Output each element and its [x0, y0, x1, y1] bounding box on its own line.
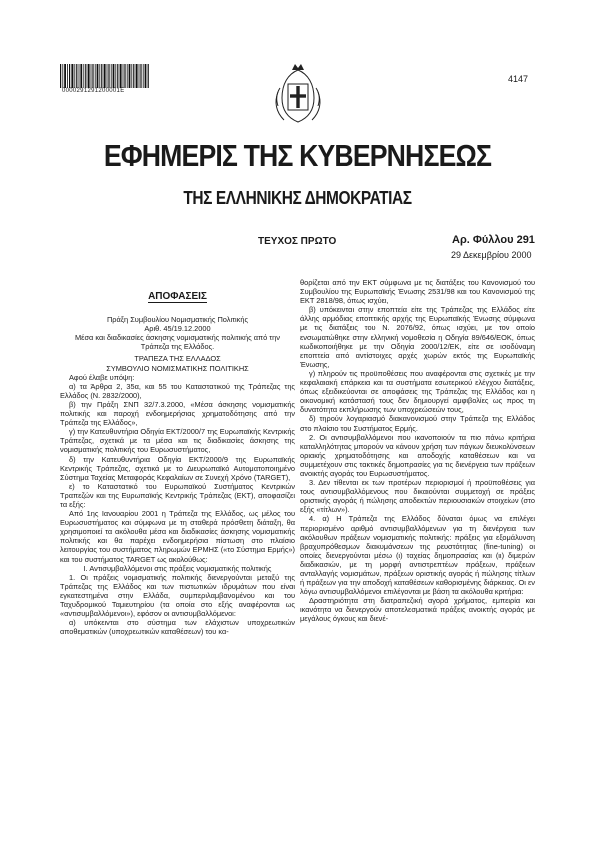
paragraph: β) υπόκεινται στην εποπτεία είτε της Τράπεζας της Ελλάδος είτε άλλης αρμόδιας εποπτικής αρχής της Ευρωπαϊκής Ένωσης σύμφωνα με τις διατάξεις του Ν. 2076/92, όπως ισχύει, με τον οποίο ενσωματώθηκε στην ελληνική νομοθεσία η Οδηγία 89/646/ΕΟΚ, όπως κωδικοποιήθηκε με την Οδηγία 2000/12/ΕΚ, είτε σε ισοδύναμη εποπτεία από αντίστοιχες αρχές χωρών εκτός της Ευρωπαϊκής Ένωσης,	[300, 305, 535, 369]
right-column-body	[300, 278, 535, 624]
paragraph: γ) την Κατευθυντήρια Οδηγία ΕΚΤ/2000/7 της Ευρωπαϊκής Κεντρικής Τράπεζας, σχετικά με τα μέσα και τις διαδικασίες άσκησης της νομισματικής πολιτικής του Ευρωσυστήματος,	[60, 427, 295, 455]
paragraph: Από 1ης Ιανουαρίου 2001 η Τράπεζα της Ελλάδος, ως μέλος του Ευρωσυστήματος και σύμφωνα με τη σταθερά πρόσθετη διάταξη, θα χρησιμοποιεί τα ακόλουθα μέσα και διαδικασίες άσκησης νομισματικής πολιτικής και θα παρέχει ενδοημερήσια πίστωση στο πλαίσιο λειτουργίας του συστήματος πληρωμών ΕΡΜΗΣ («το Σύστημα Ερμής») και του συστήματος TARGET ως ακολούθως:	[60, 509, 295, 564]
issue-label: ΤΕΥΧΟΣ ΠΡΩΤΟ	[258, 236, 337, 247]
paragraph: 2. Οι αντισυμβαλλόμενοι που ικανοποιούν τα πιο πάνω κριτήρια καταλληλότητας μπορούν να κάνουν χρήση των πάγιων διευκολύνσεων οριακής χρηματοδότησης και αποδοχής καταθέσεων και να συμμετέχουν στις τακτικές δημοπρασίες για τις διενέργεια των πράξεων ανοικτής αγοράς του Ευρωσυστήματος.	[300, 432, 535, 478]
left-column-body	[60, 315, 295, 636]
paragraph: γ) πληρούν τις προϋποθέσεις που αναφέρονται στις σχετικές με την κεφαλαιακή επάρκεια και τα συστήματα εσωτερικού ελέγχου διατάξεις, όπως εξειδικεύονται σε αποφάσεις της Τράπεζας της Ελλάδος και η οικονομική κατάστασή τους δεν δημιουργεί αμφιβολίες ως προς τη δυνατότητα εκπλήρωσης των υποχρεώσεών τους,	[300, 368, 535, 415]
paragraph: α) τα Άρθρα 2, 35α, και 55 του Καταστατικού της Τράπεζας της Ελλάδος (Ν. 2832/2000),	[60, 381, 295, 400]
section-heading-text: ΑΠΟΦΑΣΕΙΣ	[148, 291, 207, 302]
paragraph: 1. Οι πράξεις νομισματικής πολιτικής διενεργούνται μεταξύ της Τράπεζας της Ελλάδος και των πιστωτικών ιδρυμάτων που είναι εγκατεστημένα στην Ελλάδα, συμπεριλαμβανομένου και του Ταχυδρομικού Ταμιευτηρίου (τα οποία στο εξής αναφέρονται ως «αντισυμβαλλόμενοι»), εφόσον οι αντισυμβαλλόμενοι:	[60, 572, 295, 619]
paragraph: α) υπόκεινται στο σύστημα των ελάχιστων υποχρεωτικών αποθεματικών (υποχρεωτικών καταθέσεων) του κα-	[60, 618, 295, 637]
paragraph: δ) την Κατευθυντήρια Οδηγία ΕΚΤ/2000/9 της Ευρωπαϊκής Κεντρικής Τράπεζας, σχετικά με το Διευρωπαϊκό Αυτοματοποιημένο Σύστημα Ταχείας Μεταφοράς Κεφαλαίων σε Συνεχή Χρόνο (TARGET),	[60, 454, 295, 482]
paragraph: ΣΥΜΒΟΥΛΙΟ ΝΟΜΙΣΜΑΤΙΚΗΣ ΠΟΛΙΤΙΚΗΣ	[106, 363, 249, 373]
paragraph: ε) το Καταστατικό του Ευρωπαϊκού Συστήματος Κεντρικών Τραπεζών και της Ευρωπαϊκής Κεντρικής Τράπεζας (ΕΚΤ), αποφασίζει τα εξής:	[60, 481, 295, 509]
paragraph: δ) τηρούν λογαριασμό διακανονισμού στην Τράπεζα της Ελλάδος στο πλαίσιο του Συστήματος Ερμής.	[300, 414, 535, 433]
paragraph: Αριθ. 45/19.12.2000	[144, 324, 211, 334]
left-column	[60, 278, 295, 636]
paragraph: ΤΡΑΠΕΖΑ ΤΗΣ ΕΛΛΑΔΟΣ	[134, 354, 221, 364]
barcode	[60, 64, 150, 88]
barcode-number: 0000291291200001E	[62, 88, 125, 94]
paragraph: 4. α) Η Τράπεζα της Ελλάδος δύναται όμως να επιλέγει περιορισμένο αριθμό αντισυμβαλλόμενων για τη διενέργεια των ακόλουθων πράξεων νομισματικής πολιτικής: πράξεις για εξομάλυνση βραχυπρόθεσμων διακυμάνσεων της ρευστότητας (fine-tuning) οι οποίες διενεργούνται μέσω (ι) ταχείας δημοπρασίας και (ιι) διμερών διαδικασιών, με τη μορφή αντιστρεπτέων πράξεων, πράξεων ανταλλαγής νομισμάτων, πράξεων οριστικής αγοράς ή πώλησης τίτλων ή πράξεων για την αποδοχή καταθέσεων καθορισμένης διάρκειας. Οι εν λόγω αντισυμβαλλόμενοι επιλέγονται με βάση τα ακόλουθα κριτήρια:	[300, 514, 535, 597]
issue-date: 29 Δεκεμβρίου 2000	[451, 250, 532, 260]
paragraph: Αφού έλαβε υπόψη:	[69, 372, 135, 382]
paragraph: Ι. Αντισυμβαλλόμενοι στις πράξεις νομισματικής πολιτικής	[83, 563, 272, 573]
paragraph: Μέσα και διαδικασίες άσκησης νομισματικής πολιτικής από την Τράπεζα της Ελλάδος.	[75, 333, 280, 352]
gazette-title: ΕΦΗΜΕΡΙΣ ΤΗΣ ΚΥΒΕΡΝΗΣΕΩΣ	[103, 138, 492, 173]
page-number: 4147	[508, 74, 529, 84]
paragraph: β) την Πράξη ΣΝΠ 32/7.3.2000, «Μέσα άσκησης νομισματικής πολιτικής και παροχή ενδοημερήσιας χρηματοδότησης από την Τράπεζα της Ελλάδος»,	[60, 399, 295, 428]
paragraph: θορίζεται από την ΕΚΤ σύμφωνα με τις διατάξεις του Κανονισμού του Συμβουλίου της Ευρωπαϊκής Ένωσης 2531/98 και του Κανονισμού της ΕΚΤ 2818/98, όπως ισχύει,	[300, 278, 535, 306]
section-heading	[60, 292, 295, 301]
right-column	[300, 278, 535, 624]
paragraph: Πράξη Συμβουλίου Νομισματικής Πολιτικής	[106, 315, 249, 325]
gazette-subtitle: ΤΗΣ ΕΛΛΗΝΙΚΗΣ ΔΗΜΟΚΡΑΤΙΑΣ	[183, 188, 412, 208]
paragraph: Δραστηριότητα στη διατραπεζική αγορά χρήματος, εμπειρία και ικανότητα να διενεργούν αποτελεσματικά πράξεις ανοικτής αγοράς με μεγάλους όγκους και διενέ-	[300, 596, 535, 624]
sheet-number: Αρ. Φύλλου 291	[452, 234, 535, 246]
paragraph: 3. Δεν τίθενται εκ των προτέρων περιορισμοί ή προϋποθέσεις για τους αντισυμβαλλόμενους που δικαιούνται συμμετοχή σε πράξεις οριστικής αγοράς ή πώλησης αποδεκτών περιουσιακών στοιχείων (στο εξής «τίτλων»).	[300, 478, 535, 515]
coat-of-arms-icon	[268, 62, 328, 126]
